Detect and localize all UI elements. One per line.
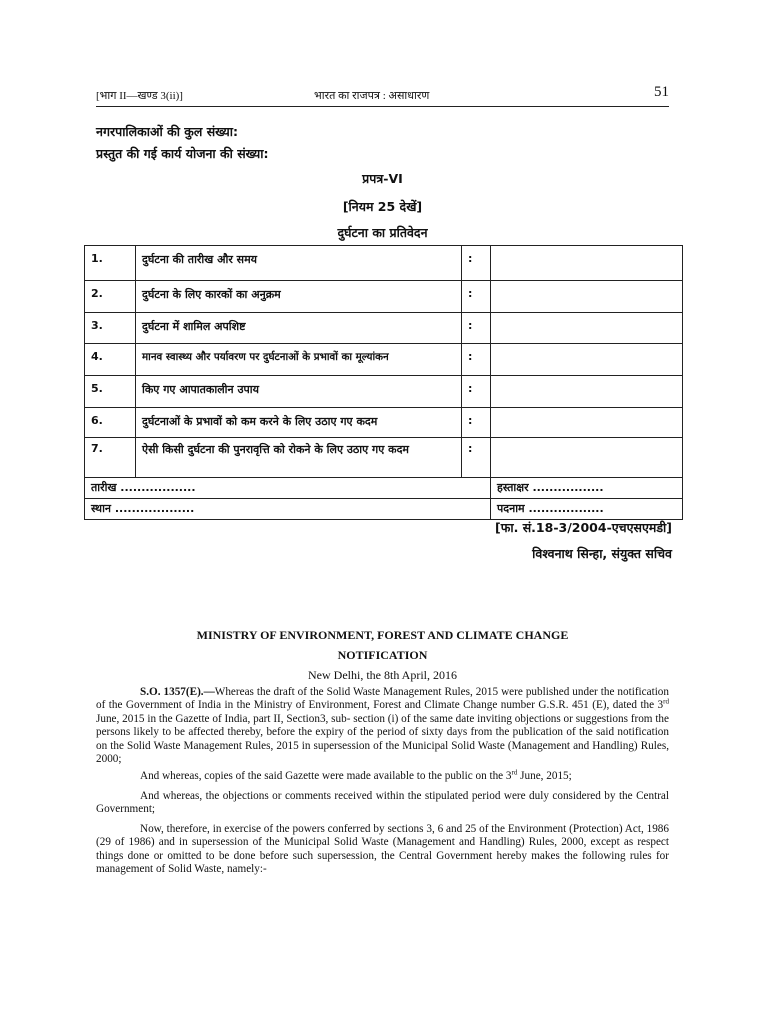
- table-row: [85, 408, 683, 438]
- row-entry-cell: [491, 376, 683, 408]
- paragraph-3: And whereas, the objections or comments received within the stipulated period were duly considered by the Central Government;: [96, 790, 669, 816]
- form-title: प्रपत्र-VI: [362, 171, 403, 186]
- paragraph-1: [96, 686, 669, 766]
- form-subtitle: दुर्घटना का प्रतिवेदन: [337, 225, 428, 240]
- paragraph-2-text-a: And whereas, copies of the said Gazette were made available to the public on the 3: [140, 770, 512, 782]
- row-label: मानव स्वास्थ्य और पर्यावरण पर दुर्घटनाओं के प्रभावों का मूल्यांकन: [136, 344, 462, 376]
- row-label: दुर्घटना की तारीख और समय: [136, 246, 462, 281]
- row-colon: :: [462, 408, 491, 438]
- row-colon: :: [462, 281, 491, 313]
- row-number: 5.: [85, 376, 136, 408]
- accident-report-table: [84, 245, 683, 520]
- so-number: S.O. 1357(E).—: [140, 686, 215, 698]
- table-row: [85, 246, 683, 281]
- municipalities-count-line: नगरपालिकाओं की कुल संख्या:: [96, 124, 238, 139]
- table-row: [85, 344, 683, 376]
- row-number: 3.: [85, 313, 136, 344]
- row-colon: :: [462, 344, 491, 376]
- superscript: rd: [511, 768, 518, 777]
- row-number: 7.: [85, 438, 136, 478]
- paragraph-1-text-a: Whereas the draft of the Solid Waste Management Rules, 2015 were published under the notification of the Government of India in the Ministry of Environment, Forest and Climate Change number G.S.R. 451 (E), dated the 3: [96, 686, 669, 712]
- paragraph-2-text-b: June, 2015;: [517, 770, 572, 782]
- designation-field: पदनाम ..................: [491, 499, 683, 520]
- row-label: ऐसी किसी दुर्घटना की पुनरावृत्ति को रोकने के लिए उठाए गए कदम: [136, 438, 462, 478]
- running-header: [96, 84, 669, 107]
- ministry-heading: MINISTRY OF ENVIRONMENT, FOREST AND CLIMATE CHANGE: [196, 628, 569, 642]
- row-colon: :: [462, 376, 491, 408]
- row-number: 4.: [85, 344, 136, 376]
- row-entry-cell: [491, 246, 683, 281]
- signature-field: हस्ताक्षर .................: [491, 478, 683, 499]
- header-gazette-title: भारत का राजपत्र : असाधारण: [314, 90, 430, 102]
- row-colon: :: [462, 438, 491, 478]
- table-row: [85, 478, 683, 499]
- row-label: किए गए आपातकालीन उपाय: [136, 376, 462, 408]
- row-entry-cell: [491, 344, 683, 376]
- table-row: [85, 281, 683, 313]
- table-row: [85, 376, 683, 408]
- header-part-label: [भाग II—खण्ड 3(ii)]: [96, 90, 183, 102]
- row-colon: :: [462, 246, 491, 281]
- date-field: तारीख ..................: [85, 478, 491, 499]
- notification-heading: NOTIFICATION: [337, 648, 428, 662]
- file-reference: [फा. सं.18-3/2004-एचएसएमडी]: [495, 520, 672, 535]
- paragraph-2: [96, 770, 669, 783]
- row-number: 1.: [85, 246, 136, 281]
- page-number: 51: [654, 84, 669, 100]
- row-colon: :: [462, 313, 491, 344]
- table-row: [85, 313, 683, 344]
- dateline: New Delhi, the 8th April, 2016: [308, 668, 457, 682]
- row-entry-cell: [491, 438, 683, 478]
- row-number: 2.: [85, 281, 136, 313]
- paragraph-1-text-b: June, 2015 in the Gazette of India, part II, Section3, sub- section (i) of the same date inviting objections or suggestions from the persons likely to be affected thereby, before the expiry of the period of sixty days from the publication of the said notification on the Solid Waste Management Rules, 2015 in supersession of the Municipal Solid Waste (Management and Handling) Rules, 2000;: [96, 712, 669, 766]
- place-field: स्थान ...................: [85, 499, 491, 520]
- signatory-line: विश्वनाथ सिन्हा, संयुक्त सचिव: [532, 546, 672, 561]
- row-label: दुर्घटनाओं के प्रभावों को कम करने के लिए उठाए गए कदम: [136, 408, 462, 438]
- action-plans-count-line: प्रस्तुत की गई कार्य योजना की संख्या:: [96, 146, 269, 161]
- row-label: दुर्घटना के लिए कारकों का अनुक्रम: [136, 281, 462, 313]
- row-label: दुर्घटना में शामिल अपशिष्ट: [136, 313, 462, 344]
- form-rule-reference: [नियम 25 देखें]: [342, 199, 423, 214]
- paragraph-4: Now, therefore, in exercise of the powers conferred by sections 3, 6 and 25 of the Environment (Protection) Act, 1986 (29 of 1986) and in supersession of the Municipal Solid Waste (Management and Handling) Rules, 2000, except as respect things done or omitted to be done before such supersession, the Central Government hereby makes the following rules for management of Solid Waste, namely:-: [96, 823, 669, 876]
- superscript: rd: [663, 697, 669, 706]
- row-entry-cell: [491, 281, 683, 313]
- row-entry-cell: [491, 408, 683, 438]
- table-row: [85, 438, 683, 478]
- row-number: 6.: [85, 408, 136, 438]
- row-entry-cell: [491, 313, 683, 344]
- table-row: [85, 499, 683, 520]
